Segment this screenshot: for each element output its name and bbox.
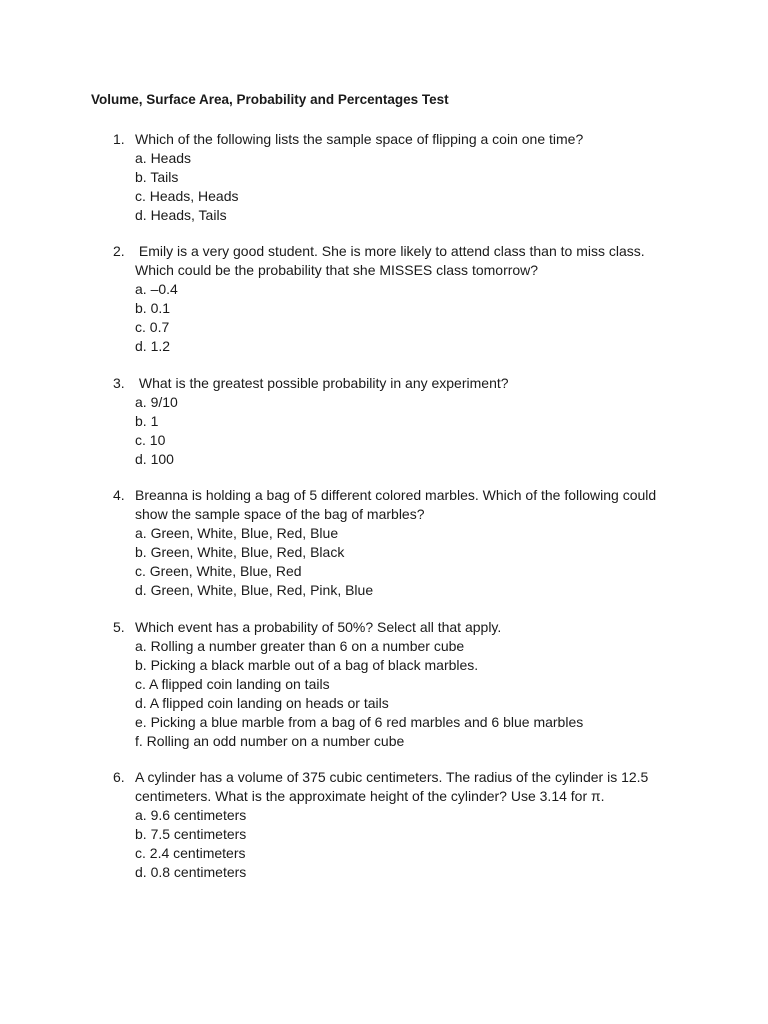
question-text: A cylinder has a volume of 375 cubic centimeters. The radius of the cylinder is 12.5 (135, 769, 649, 785)
answer-option: a. Heads (135, 150, 192, 166)
answer-option: a. 9.6 centimeters (135, 807, 247, 823)
answer-options (135, 280, 673, 356)
question-2 (113, 242, 673, 356)
answer-option: a. 9/10 (135, 394, 178, 410)
answer-option: c. 10 (135, 432, 166, 448)
question-text-continued: centimeters. What is the approximate height of the cylinder? Use 3.14 for π. (135, 788, 605, 804)
answer-options (135, 806, 673, 882)
question-4 (113, 486, 673, 600)
question-number: 1. (113, 131, 125, 147)
answer-option: b. Tails (135, 169, 179, 185)
answer-option: d. Heads, Tails (135, 207, 227, 223)
answer-options (135, 637, 673, 751)
answer-option: c. A flipped coin landing on tails (135, 676, 330, 692)
answer-option: d. 100 (135, 451, 174, 467)
answer-option: b. Green, White, Blue, Red, Black (135, 544, 345, 560)
answer-option: b. 0.1 (135, 300, 171, 316)
answer-option: d. 0.8 centimeters (135, 864, 247, 880)
question-text: Which of the following lists the sample space of flipping a coin one time? (135, 131, 584, 147)
answer-options (135, 524, 673, 600)
question-text: Breanna is holding a bag of 5 different colored marbles. Which of the following could (135, 487, 657, 503)
question-number: 6. (113, 769, 125, 785)
answer-option: c. Heads, Heads (135, 188, 239, 204)
answer-option: c. 0.7 (135, 319, 170, 335)
question-5 (113, 618, 673, 751)
answer-options (135, 393, 673, 469)
question-number: 2. (113, 243, 125, 259)
answer-option: c. Green, White, Blue, Red (135, 563, 302, 579)
answer-option: b. 7.5 centimeters (135, 826, 247, 842)
answer-options (135, 149, 673, 225)
answer-option: c. 2.4 centimeters (135, 845, 246, 861)
answer-option: f. Rolling an odd number on a number cube (135, 733, 405, 749)
answer-option: a. Rolling a number greater than 6 on a number cube (135, 638, 465, 654)
question-text-continued: show the sample space of the bag of marbles? (135, 506, 425, 522)
question-number: 3. (113, 375, 125, 391)
question-1 (113, 130, 673, 225)
question-number: 5. (113, 619, 125, 635)
question-text: What is the greatest possible probability in any experiment? (135, 375, 509, 391)
question-number: 4. (113, 487, 125, 503)
question-3 (113, 374, 673, 469)
answer-option: b. Picking a black marble out of a bag of black marbles. (135, 657, 479, 673)
question-6 (113, 768, 673, 882)
answer-option: d. Green, White, Blue, Red, Pink, Blue (135, 582, 374, 598)
page-title: Volume, Surface Area, Probability and Percentages Test (91, 92, 449, 107)
question-text: Emily is a very good student. She is more likely to attend class than to miss class. (135, 243, 645, 259)
answer-option: b. 1 (135, 413, 159, 429)
answer-option: e. Picking a blue marble from a bag of 6 red marbles and 6 blue marbles (135, 714, 584, 730)
answer-option: d. A flipped coin landing on heads or tails (135, 695, 389, 711)
answer-option: a. –0.4 (135, 281, 178, 297)
answer-option: d. 1.2 (135, 338, 171, 354)
answer-option: a. Green, White, Blue, Red, Blue (135, 525, 339, 541)
question-text-continued: Which could be the probability that she MISSES class tomorrow? (135, 262, 539, 278)
question-text: Which event has a probability of 50%? Select all that apply. (135, 619, 502, 635)
